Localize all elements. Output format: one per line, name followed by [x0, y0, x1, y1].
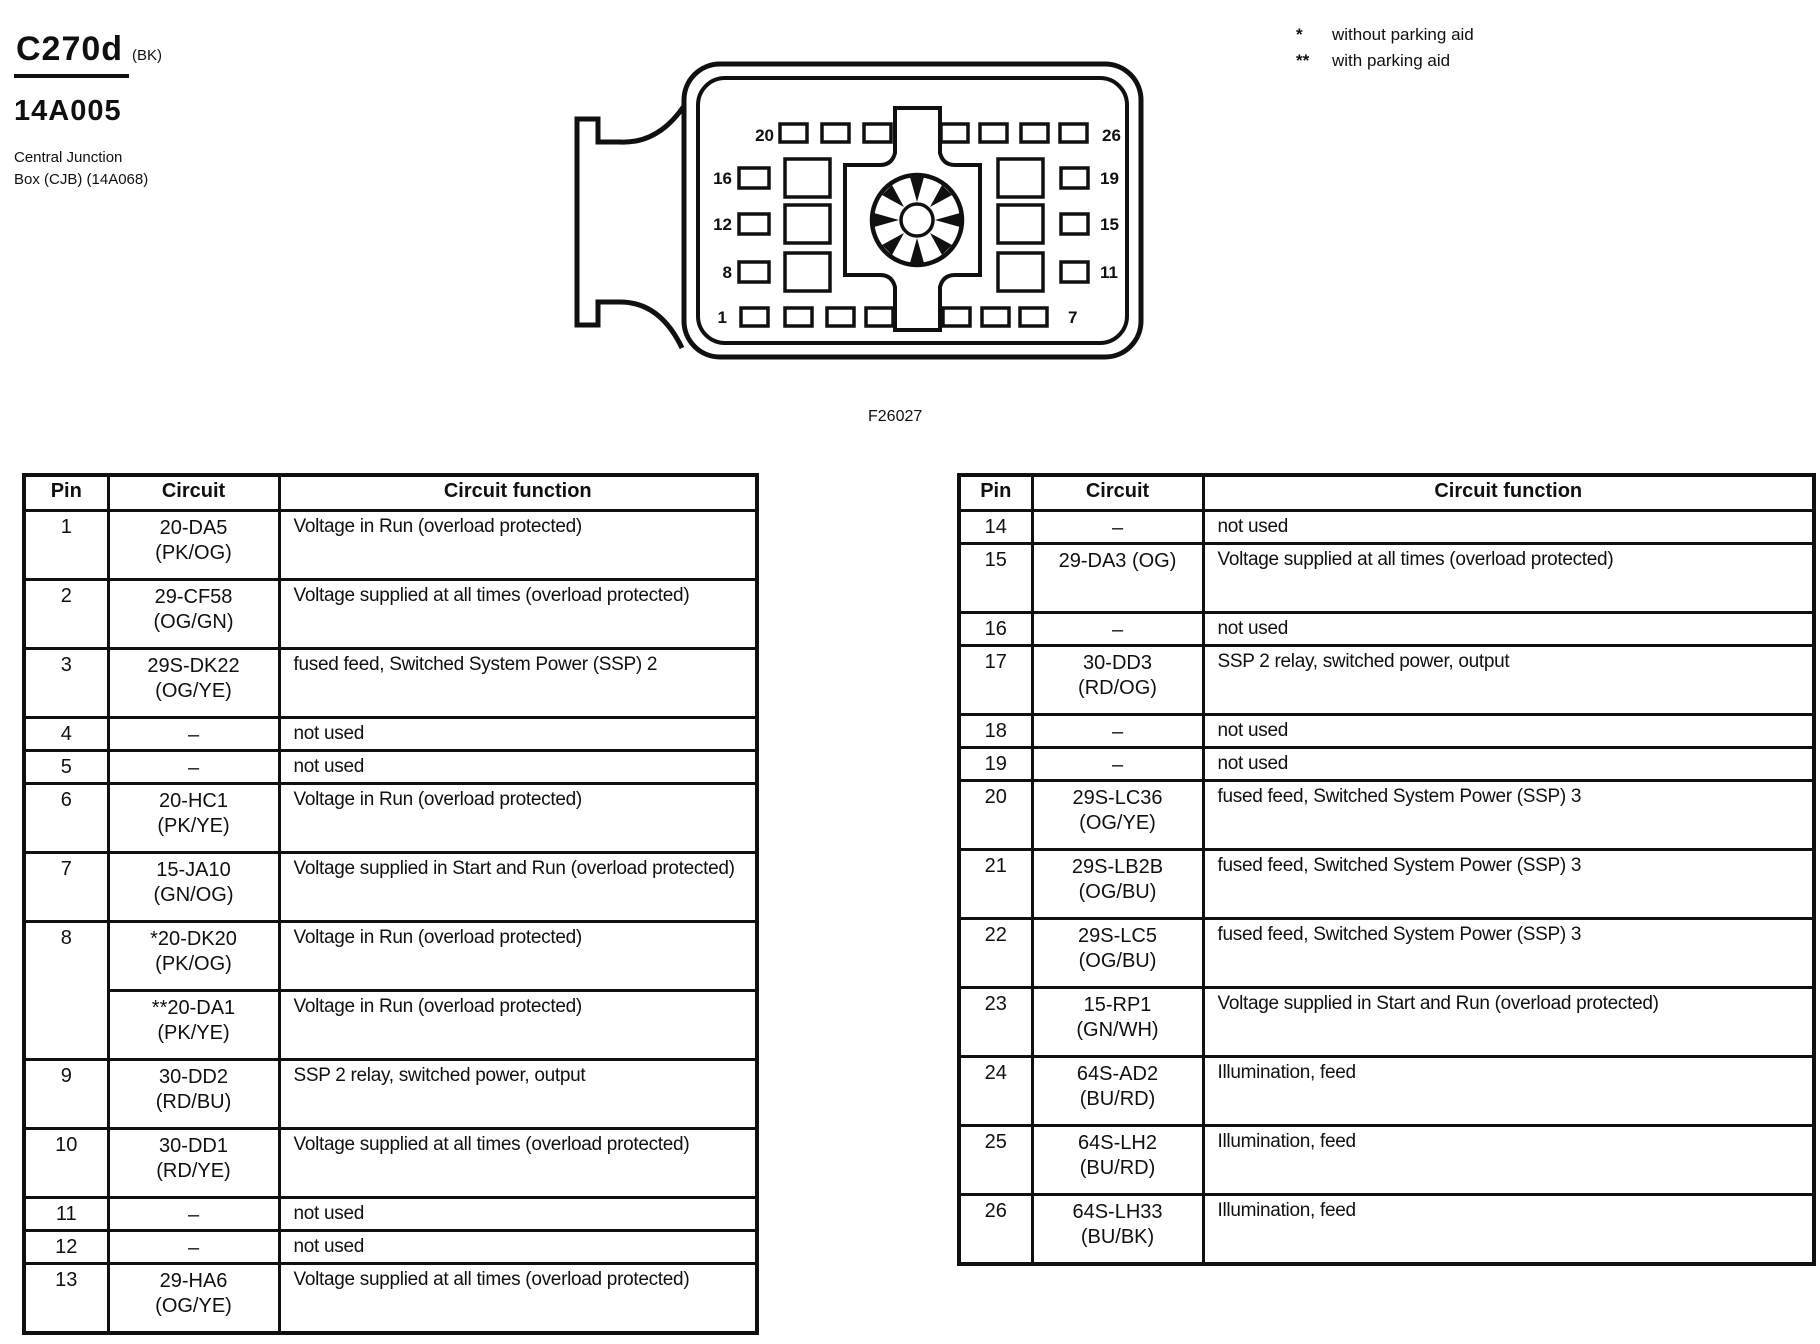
- table-row: [959, 613, 1814, 646]
- note-text: with parking aid: [1332, 51, 1451, 70]
- function-cell: not used: [1203, 715, 1814, 748]
- function-cell: Voltage supplied at all times (overload protected): [279, 1264, 757, 1333]
- circuit-cell: –: [1032, 511, 1203, 544]
- pin-slot: [1061, 262, 1088, 282]
- circuit-cell: [108, 922, 279, 991]
- pinout-table-left: [22, 473, 759, 1335]
- pin-cell: 14: [959, 511, 1032, 544]
- pin-label: 20: [755, 126, 774, 145]
- table-row: [24, 649, 757, 718]
- pin-slot: [827, 308, 854, 326]
- circuit-color-code: (GN/WH): [1076, 1019, 1159, 1041]
- circuit-cell: [1032, 850, 1203, 919]
- column-header: Circuit function: [1203, 475, 1814, 511]
- function-cell: not used: [279, 751, 757, 784]
- circuit-code: 30-DD2: [159, 1066, 228, 1088]
- circuit-color-code: (OG/BU): [1078, 950, 1157, 972]
- pin-cell: 3: [24, 649, 108, 718]
- double-asterisk-symbol: **: [1296, 51, 1310, 70]
- function-cell: Illumination, feed: [1203, 1195, 1814, 1264]
- pin-label: 11: [1100, 263, 1118, 282]
- circuit-color-code: (PK/OG): [155, 542, 232, 564]
- star-wheel: [872, 175, 962, 265]
- pin-slot: [785, 308, 812, 326]
- pin-slot: [864, 124, 891, 142]
- table-row: [959, 919, 1814, 988]
- pin-cell: 19: [959, 748, 1032, 781]
- circuit-code: 64S-LH2: [1078, 1132, 1157, 1154]
- column-header: Pin: [24, 475, 108, 511]
- circuit-code: *20-DK20: [150, 928, 237, 950]
- pin-slot: [998, 253, 1043, 291]
- column-header: Circuit: [1032, 475, 1203, 511]
- circuit-color-code: (PK/YE): [157, 1022, 230, 1044]
- header-row: [959, 475, 1814, 511]
- table-row: [24, 511, 757, 580]
- circuit-color-code: (OG/YE): [155, 1295, 232, 1317]
- pin-cell: 24: [959, 1057, 1032, 1126]
- table-row: [24, 1129, 757, 1198]
- pin-cell: 4: [24, 718, 108, 751]
- pin-cell: 22: [959, 919, 1032, 988]
- table-row: [24, 853, 757, 922]
- pin-label: 12: [713, 215, 732, 234]
- circuit-color-code: (PK/YE): [157, 815, 230, 837]
- circuit-color-code: (GN/OG): [153, 884, 234, 906]
- table-row: [24, 580, 757, 649]
- pin-slot: [1061, 214, 1088, 234]
- circuit-cell: [108, 649, 279, 718]
- note-text: without parking aid: [1332, 25, 1474, 44]
- circuit-code: **20-DA1: [151, 997, 236, 1019]
- circuit-cell: –: [108, 751, 279, 784]
- function-cell: Voltage supplied at all times (overload protected): [1203, 544, 1814, 613]
- pin-slot: [822, 124, 849, 142]
- circuit-cell: [108, 784, 279, 853]
- legend-notes: [1296, 22, 1474, 74]
- circuit-code: 29S-LC5: [1078, 925, 1157, 947]
- table-row: [959, 544, 1814, 613]
- pin-table: [957, 473, 1816, 1266]
- pin-slot: [1021, 124, 1048, 142]
- pin-slot: [941, 124, 968, 142]
- circuit-cell: [108, 1264, 279, 1333]
- circuit-code: 64S-AD2: [1076, 1063, 1159, 1085]
- table-row: [959, 646, 1814, 715]
- circuit-color-code: (RD/BU): [155, 1091, 232, 1113]
- asterisk-symbol: *: [1296, 25, 1303, 44]
- circuit-code: 29S-LB2B: [1071, 856, 1164, 878]
- pinout-table-right: [957, 473, 1816, 1266]
- function-cell: not used: [279, 1198, 757, 1231]
- pin-cell: 21: [959, 850, 1032, 919]
- circuit-cell: –: [108, 718, 279, 751]
- function-cell: Voltage supplied at all times (overload protected): [279, 1129, 757, 1198]
- function-cell: fused feed, Switched System Power (SSP) 3: [1203, 919, 1814, 988]
- pin-cell: 8: [24, 922, 108, 1060]
- connector-diagram: [480, 40, 1180, 370]
- circuit-cell: [1032, 1057, 1203, 1126]
- pin-cell: 17: [959, 646, 1032, 715]
- circuit-cell: [1032, 1195, 1203, 1264]
- pin-cell: 1: [24, 511, 108, 580]
- circuit-cell: 29-DA3 (OG): [1032, 544, 1203, 613]
- circuit-cell: [1032, 646, 1203, 715]
- table-row: [959, 1195, 1814, 1264]
- pin-slot: [1061, 168, 1088, 188]
- pin-slot: [998, 205, 1043, 243]
- circuit-cell: [108, 853, 279, 922]
- function-cell: not used: [1203, 511, 1814, 544]
- pin-cell: 7: [24, 853, 108, 922]
- circuit-code: 15-RP1: [1083, 994, 1152, 1016]
- pin-cell: 5: [24, 751, 108, 784]
- table-row: [24, 1198, 757, 1231]
- table-row: [24, 718, 757, 751]
- circuit-code: 64S-LH33: [1072, 1201, 1163, 1223]
- function-cell: Voltage supplied in Start and Run (overload protected): [279, 853, 757, 922]
- pin-label: 19: [1100, 169, 1119, 188]
- circuit-code: 29-HA6: [159, 1270, 228, 1292]
- circuit-code: 15-JA10: [156, 859, 231, 881]
- table-row: [959, 1126, 1814, 1195]
- circuit-cell: [1032, 988, 1203, 1057]
- circuit-cell: [108, 1129, 279, 1198]
- function-cell: fused feed, Switched System Power (SSP) 3: [1203, 850, 1814, 919]
- pin-cell: 15: [959, 544, 1032, 613]
- pin-slot: [1020, 308, 1047, 326]
- pin-label: 15: [1100, 215, 1119, 234]
- function-cell: not used: [279, 718, 757, 751]
- function-cell: Voltage in Run (overload protected): [279, 991, 757, 1060]
- pin-label: 8: [722, 263, 732, 282]
- pin-slot: [785, 253, 830, 291]
- pin-slot: [741, 308, 768, 326]
- table-row: [24, 922, 757, 991]
- function-cell: not used: [1203, 613, 1814, 646]
- circuit-cell: –: [108, 1231, 279, 1264]
- pin-cell: 18: [959, 715, 1032, 748]
- circuit-code: 29S-DK22: [147, 655, 240, 677]
- pin-table: [22, 473, 759, 1335]
- function-cell: fused feed, Switched System Power (SSP) 2: [279, 649, 757, 718]
- function-cell: Illumination, feed: [1203, 1057, 1814, 1126]
- circuit-color-code: (BU/BK): [1080, 1226, 1155, 1248]
- circuit-cell: –: [1032, 748, 1203, 781]
- part-number: 14A005: [14, 95, 122, 127]
- connector-color-code: (BK): [132, 47, 162, 64]
- circuit-color-code: (OG/YE): [1079, 812, 1156, 834]
- table-row: [959, 511, 1814, 544]
- table-row: [24, 1231, 757, 1264]
- pin-slot: [866, 308, 893, 326]
- column-header: Circuit: [108, 475, 279, 511]
- circuit-cell: [1032, 919, 1203, 988]
- circuit-color-code: (RD/OG): [1078, 677, 1157, 699]
- function-cell: not used: [1203, 748, 1814, 781]
- circuit-color-code: (OG/GN): [153, 611, 234, 633]
- function-cell: Voltage in Run (overload protected): [279, 784, 757, 853]
- pin-cell: 16: [959, 613, 1032, 646]
- table-row: [24, 991, 757, 1060]
- table-row: [959, 781, 1814, 850]
- function-cell: Voltage supplied in Start and Run (overload protected): [1203, 988, 1814, 1057]
- function-cell: not used: [279, 1231, 757, 1264]
- column-header: Circuit function: [279, 475, 757, 511]
- pin-slot: [943, 308, 970, 326]
- pin-slots-row-bottom: [741, 308, 1047, 326]
- circuit-cell: –: [1032, 613, 1203, 646]
- connector-id: C270d: [14, 30, 129, 78]
- table-row: [24, 1264, 757, 1333]
- table-row: [959, 850, 1814, 919]
- circuit-code: 29-CF58: [154, 586, 233, 608]
- circuit-cell: [108, 1060, 279, 1129]
- column-header: Pin: [959, 475, 1032, 511]
- function-cell: SSP 2 relay, switched power, output: [279, 1060, 757, 1129]
- circuit-cell: [108, 511, 279, 580]
- table-row: [24, 784, 757, 853]
- pin-label: 7: [1068, 308, 1078, 327]
- pin-slot: [739, 214, 769, 234]
- circuit-code: 30-DD3: [1083, 652, 1152, 674]
- circuit-cell: [108, 580, 279, 649]
- pin-cell: 20: [959, 781, 1032, 850]
- function-cell: SSP 2 relay, switched power, output: [1203, 646, 1814, 715]
- pin-label: 1: [717, 308, 727, 327]
- circuit-cell: –: [108, 1198, 279, 1231]
- pin-label: 26: [1102, 126, 1121, 145]
- function-cell: Voltage supplied at all times (overload protected): [279, 580, 757, 649]
- circuit-color-code: (OG/BU): [1078, 881, 1157, 903]
- function-cell: Voltage in Run (overload protected): [279, 511, 757, 580]
- pin-slot: [982, 308, 1009, 326]
- pin-slot: [739, 262, 769, 282]
- pin-slot: [785, 205, 830, 243]
- table-row: [24, 1060, 757, 1129]
- table-row: [959, 988, 1814, 1057]
- pin-cell: 11: [24, 1198, 108, 1231]
- table-row: [24, 751, 757, 784]
- pin-cell: 12: [24, 1231, 108, 1264]
- circuit-code: 30-DD1: [159, 1135, 228, 1157]
- header-block: [14, 30, 162, 191]
- circuit-color-code: (BU/RD): [1079, 1157, 1156, 1179]
- note-without-parking-aid: [1296, 22, 1474, 48]
- circuit-cell: [1032, 781, 1203, 850]
- pin-slot: [739, 168, 769, 188]
- header-row: [24, 475, 757, 511]
- table-row: [959, 715, 1814, 748]
- pin-cell: 26: [959, 1195, 1032, 1264]
- connector-flange: [577, 106, 684, 348]
- circuit-cell: –: [1032, 715, 1203, 748]
- circuit-code: 20-HC1: [159, 790, 228, 812]
- circuit-code: 20-DA5: [159, 517, 228, 539]
- pin-slot: [998, 159, 1043, 197]
- pin-cell: 10: [24, 1129, 108, 1198]
- pin-slot: [785, 159, 830, 197]
- circuit-color-code: (RD/YE): [156, 1160, 231, 1182]
- note-with-parking-aid: [1296, 48, 1474, 74]
- function-cell: fused feed, Switched System Power (SSP) 3: [1203, 781, 1814, 850]
- component-line2: Box (CJB) (14A068): [14, 170, 149, 188]
- pin-cell: 23: [959, 988, 1032, 1057]
- circuit-cell: [1032, 1126, 1203, 1195]
- circuit-code: 29S-LC36: [1072, 787, 1163, 809]
- pin-label: 16: [713, 169, 732, 188]
- pin-slot: [1060, 124, 1087, 142]
- pin-cell: 9: [24, 1060, 108, 1129]
- component-name: [14, 147, 148, 191]
- table-row: [959, 1057, 1814, 1126]
- component-line1: Central Junction: [14, 149, 123, 166]
- figure-number: F26027: [868, 408, 923, 425]
- table-row: [959, 748, 1814, 781]
- pin-cell: 13: [24, 1264, 108, 1333]
- pin-slot: [980, 124, 1007, 142]
- function-cell: Illumination, feed: [1203, 1126, 1814, 1195]
- pin-cell: 6: [24, 784, 108, 853]
- pin-slot: [780, 124, 807, 142]
- circuit-color-code: (OG/YE): [155, 680, 232, 702]
- function-cell: Voltage in Run (overload protected): [279, 922, 757, 991]
- pin-cell: 25: [959, 1126, 1032, 1195]
- circuit-color-code: (PK/OG): [155, 953, 232, 975]
- pin-cell: 2: [24, 580, 108, 649]
- circuit-cell: [108, 991, 279, 1060]
- circuit-color-code: (BU/RD): [1079, 1088, 1156, 1110]
